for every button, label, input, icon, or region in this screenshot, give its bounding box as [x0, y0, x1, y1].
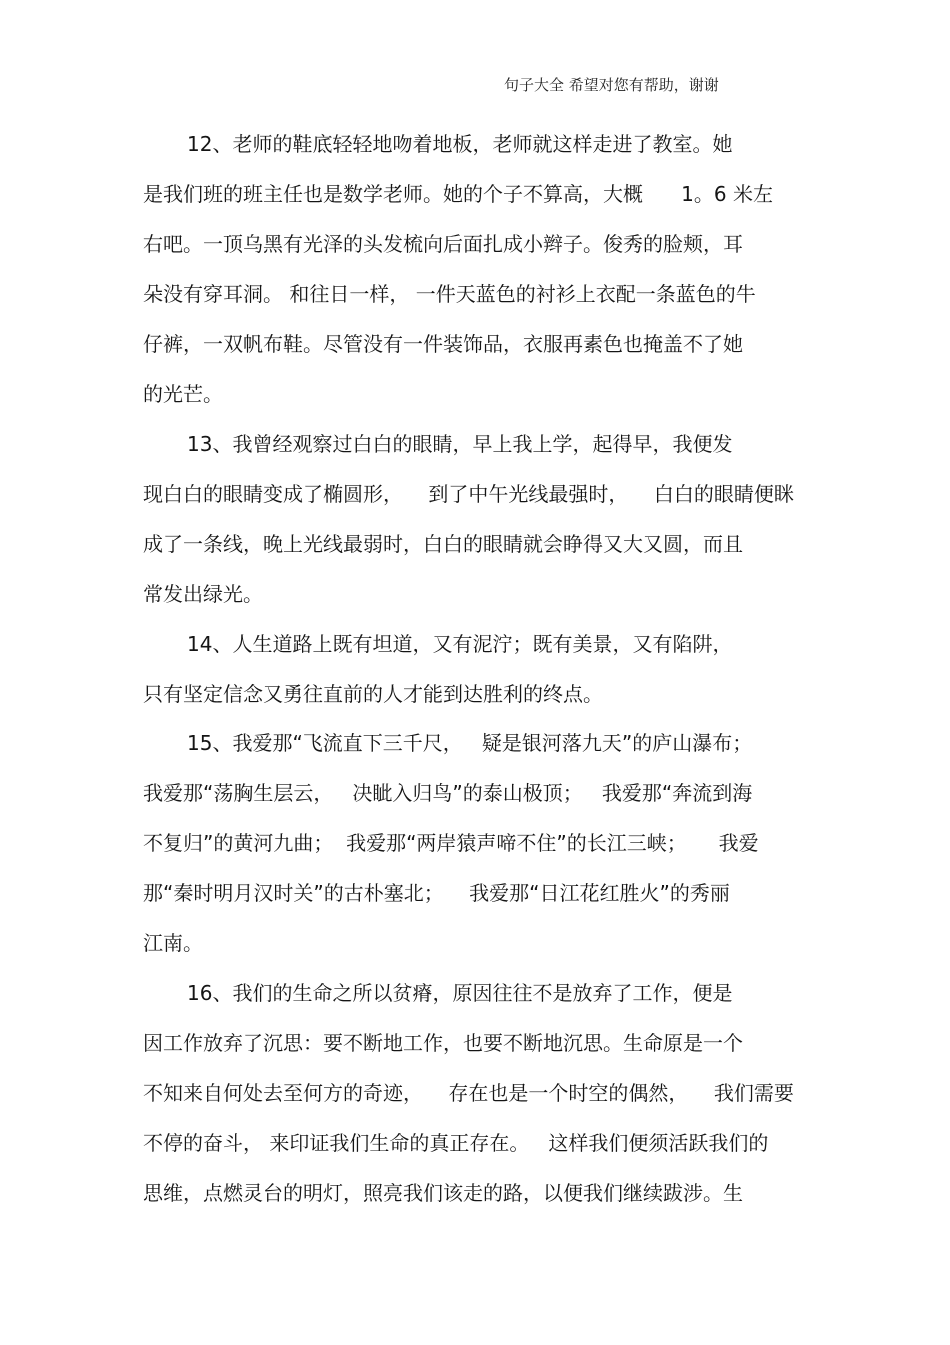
paragraph-15-line-4: 那“秦时明月汉时关”的古朴塞北； 我爱那“日江花红胜火”的秀丽 — [143, 881, 730, 905]
paragraph-12-line-5: 仔裤，一双帆布鞋。尽管没有一件装饰品，衣服再素色也掩盖不了她 — [143, 332, 743, 356]
paragraph-16-line-2: 因工作放弃了沉思：要不断地工作，也要不断地沉思。生命原是一个 — [143, 1031, 743, 1055]
paragraph-12-line-3: 右吧。一顶乌黑有光泽的头发梳向后面扎成小辫子。俊秀的脸颊，耳 — [143, 232, 743, 256]
paragraph-15-line-3: 不复归”的黄河九曲； 我爱那“两岸猿声啼不住”的长江三峡； 我爱 — [143, 831, 759, 855]
paragraph-12-line-1: 12、老师的鞋底轻轻地吻着地板，老师就这样走进了教室。她 — [187, 132, 733, 156]
paragraph-13-line-1: 13、我曾经观察过白白的眼睛，早上我上学，起得早，我便发 — [187, 432, 733, 456]
paragraph-13-line-4: 常发出绿光。 — [143, 582, 263, 606]
paragraph-15-line-5: 江南。 — [143, 931, 203, 955]
paragraph-16-line-3: 不知来自何处去至何方的奇迹， 存在也是一个时空的偶然， 我们需要 — [143, 1081, 794, 1105]
paragraph-13-line-2: 现白白的眼睛变成了椭圆形， 到了中午光线最强时， 白白的眼睛便眯 — [143, 482, 794, 506]
paragraph-16-line-5: 思维，点燃灵台的明灯，照亮我们该走的路，以便我们继续跋涉。生 — [143, 1181, 743, 1205]
paragraph-14-line-2: 只有坚定信念又勇往直前的人才能到达胜利的终点。 — [143, 682, 603, 706]
paragraph-12-line-4: 朵没有穿耳洞。 和往日一样， 一件天蓝色的衬衫上衣配一条蓝色的牛 — [143, 282, 756, 306]
paragraph-13-line-3: 成了一条线，晚上光线最弱时，白白的眼睛就会睁得又大又圆，而且 — [143, 532, 743, 556]
paragraph-12-line-2: 是我们班的班主任也是数学老师。她的个子不算高，大概 1。6 米左 — [143, 182, 773, 206]
page-header: 句子大全 希望对您有帮助，谢谢 — [504, 76, 719, 94]
paragraph-15-line-1: 15、我爱那“飞流直下三千尺， 疑是银河落九天”的庐山瀑布； — [187, 731, 753, 755]
paragraph-16-line-1: 16、我们的生命之所以贫瘠，原因往往不是放弃了工作，便是 — [187, 981, 733, 1005]
paragraph-14-line-1: 14、人生道路上既有坦道，又有泥泞；既有美景，又有陷阱， — [187, 632, 733, 656]
paragraph-12-line-6: 的光芒。 — [143, 382, 223, 406]
paragraph-16-line-4: 不停的奋斗， 来印证我们生命的真正存在。 这样我们便须活跃我们的 — [143, 1131, 769, 1155]
paragraph-15-line-2: 我爱那“荡胸生层云， 决眦入归鸟”的泰山极顶； 我爱那“奔流到海 — [143, 781, 753, 805]
